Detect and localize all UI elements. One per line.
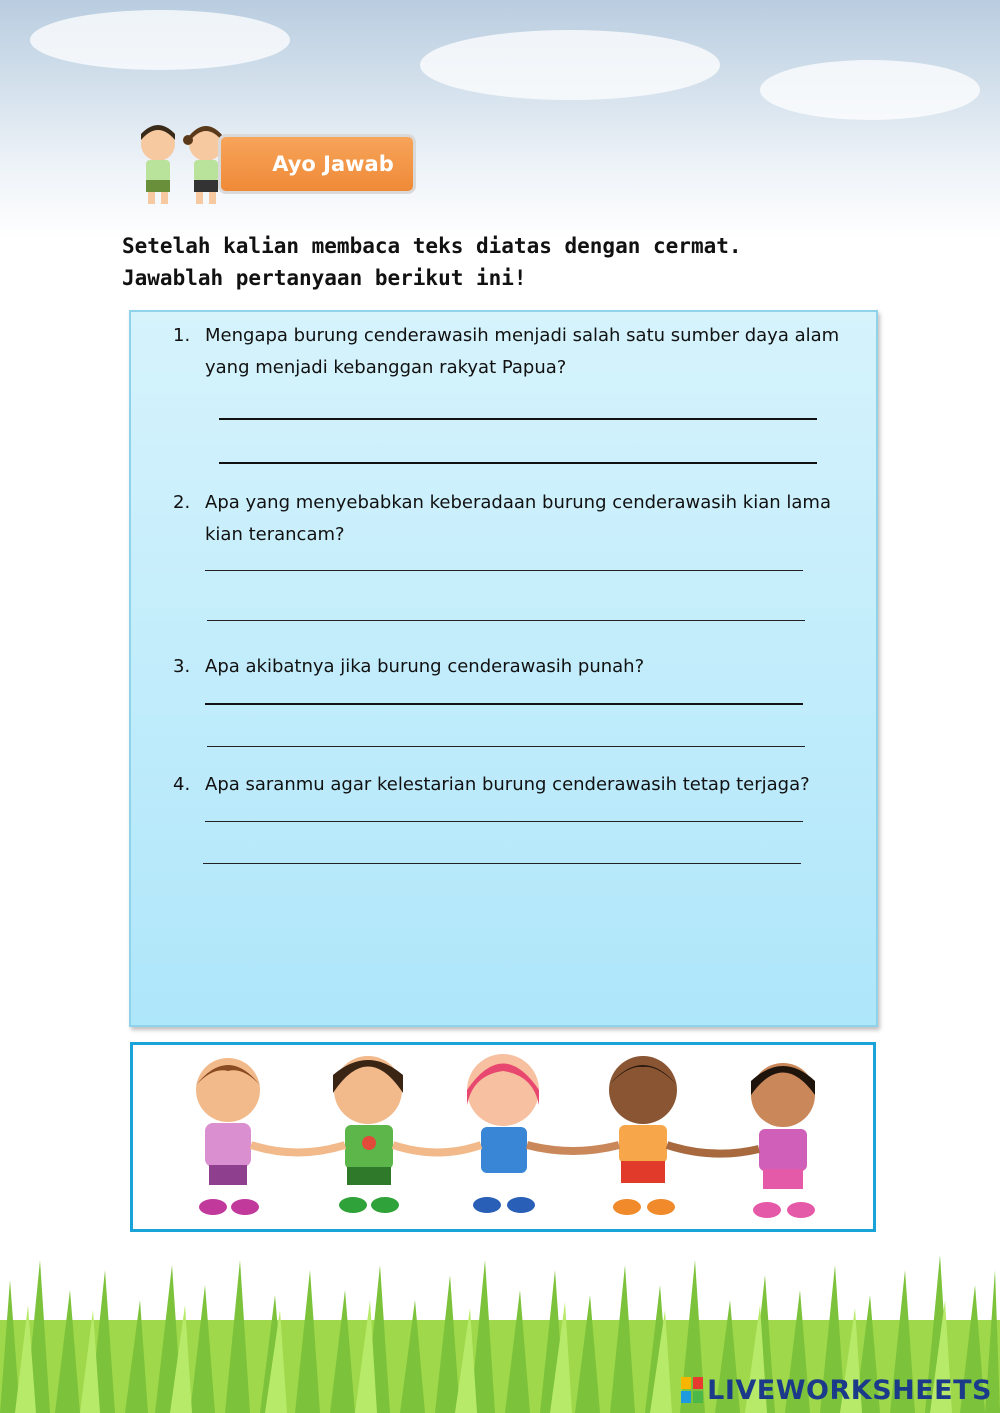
kid-figure (196, 1058, 260, 1215)
answer-line[interactable] (219, 418, 817, 420)
question-number: 4. (173, 774, 191, 795)
instruction-line-1: Setelah kalian membaca teks diatas dengan cermat. (122, 234, 742, 258)
question-box (129, 310, 878, 1027)
cloud (760, 60, 980, 120)
instruction-line-2: Jawablah pertanyaan berikut ini! (122, 266, 527, 290)
liveworksheets-brand: LIVEWORKSHEETS (707, 1374, 992, 1406)
kid-figure (609, 1056, 677, 1215)
ayo-jawab-badge (218, 134, 416, 194)
question-text: Mengapa burung cenderawasih menjadi salah satu sumber daya alam yang menjadi kebanggan rakyat Papua? (205, 325, 840, 378)
question-number: 2. (173, 492, 191, 513)
kid-figure (333, 1056, 403, 1213)
answer-line[interactable] (205, 821, 803, 822)
kids-illustration-frame (130, 1042, 876, 1232)
cloud (420, 30, 720, 100)
question-number: 3. (173, 656, 191, 677)
kid-figure (467, 1054, 539, 1213)
cloud (30, 10, 290, 70)
answer-line[interactable] (219, 462, 817, 464)
kid-figure (751, 1063, 815, 1218)
answer-line[interactable] (207, 746, 805, 747)
liveworksheets-icon (681, 1377, 703, 1403)
instruction-text (122, 230, 882, 294)
answer-line[interactable] (205, 570, 803, 571)
kids-holding-hands-illustration (133, 1045, 873, 1229)
question-text: Apa saranmu agar kelestarian burung cenderawasih tetap terjaga? (205, 774, 810, 795)
badge-label: Ayo Jawab (272, 152, 394, 176)
question-number: 1. (173, 325, 191, 346)
answer-line[interactable] (205, 703, 803, 705)
liveworksheets-logo (681, 1373, 992, 1407)
question-text: Apa yang menyebabkan keberadaan burung cenderawasih kian lama kian terancam? (205, 492, 831, 545)
question-text: Apa akibatnya jika burung cenderawasih punah? (205, 656, 645, 677)
answer-line[interactable] (203, 863, 801, 864)
answer-line[interactable] (207, 620, 805, 621)
